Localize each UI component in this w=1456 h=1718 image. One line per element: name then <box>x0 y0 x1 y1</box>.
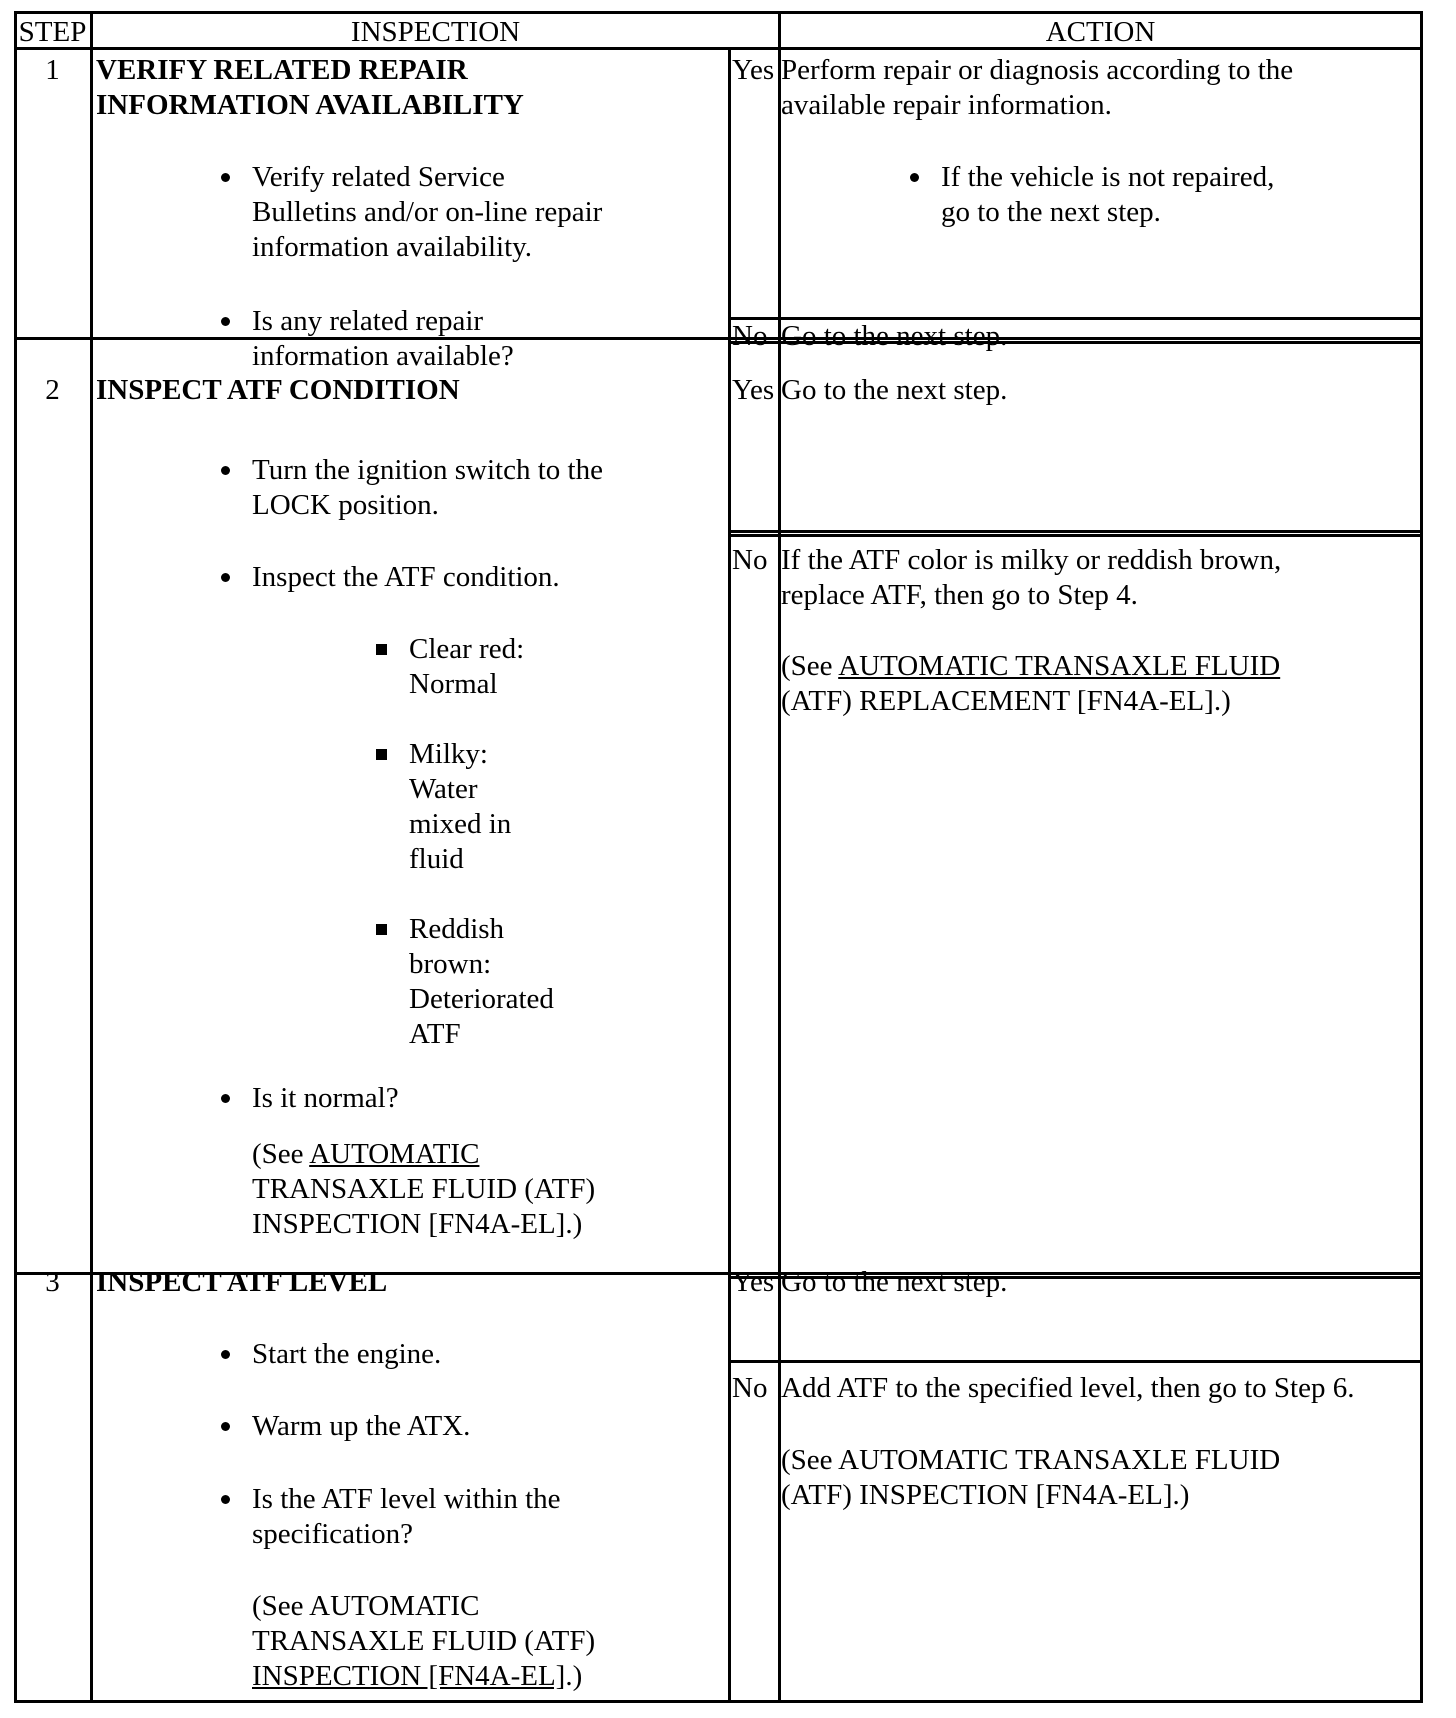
inspection-item: Bulletins and/or on-line repair <box>252 196 603 228</box>
yes-label: Yes <box>732 1266 775 1298</box>
condition-item: Water <box>409 773 478 805</box>
bullet-icon <box>221 1495 230 1504</box>
step-title: INSPECT ATF LEVEL <box>96 1266 388 1298</box>
action-no-text: Add ATF to the specified level, then go to Step 6. <box>781 1372 1355 1404</box>
condition-item: Milky: <box>409 738 488 770</box>
step-number: 1 <box>45 54 60 86</box>
step-number: 2 <box>45 374 60 406</box>
inspection-item: Inspect the ATF condition. <box>252 561 560 593</box>
condition-item: Reddish <box>409 913 505 945</box>
reference-link[interactable]: INSPECTION [FN4A-EL] <box>252 1660 566 1692</box>
condition-item: fluid <box>409 843 464 875</box>
reference-link[interactable]: AUTOMATIC TRANSAXLE FLUID <box>838 650 1281 682</box>
inspection-question: Is any related repair <box>252 305 484 337</box>
reference-text: TRANSAXLE FLUID (ATF) <box>252 1173 596 1205</box>
no-label: No <box>732 544 768 576</box>
action-no-text: Go to the next step. <box>781 320 1008 352</box>
action-yes-bullet: go to the next step. <box>941 196 1161 228</box>
condition-item: Deteriorated <box>409 983 554 1015</box>
inspection-item: Start the engine. <box>252 1338 442 1370</box>
bullet-icon <box>221 1094 230 1103</box>
reference-link[interactable]: AUTOMATIC <box>309 1138 480 1170</box>
step-title: INFORMATION AVAILABILITY <box>96 89 524 121</box>
inspection-item: Turn the ignition switch to the <box>252 454 603 486</box>
reference-text: INSPECTION [FN4A-EL].) <box>252 1660 583 1692</box>
header-inspection: INSPECTION <box>350 16 521 48</box>
reference-text: (ATF) REPLACEMENT [FN4A-EL].) <box>781 685 1231 717</box>
square-bullet-icon <box>376 924 387 935</box>
action-no-text: replace ATF, then go to Step 4. <box>781 579 1138 611</box>
reference-text: (ATF) INSPECTION [FN4A-EL].) <box>781 1479 1190 1511</box>
yes-label: Yes <box>732 374 775 406</box>
yes-label: Yes <box>732 54 775 86</box>
step-title: VERIFY RELATED REPAIR <box>96 54 468 86</box>
header-step: STEP <box>18 16 87 48</box>
inspection-question: Is the ATF level within the <box>252 1483 561 1515</box>
inspection-question: Is it normal? <box>252 1082 399 1114</box>
action-yes-text: Go to the next step. <box>781 1266 1008 1298</box>
condition-item: Clear red: <box>409 633 525 665</box>
inspection-question: information available? <box>252 340 514 372</box>
reference-text: TRANSAXLE FLUID (ATF) <box>252 1625 596 1657</box>
bullet-icon <box>221 1350 230 1359</box>
bullet-icon <box>221 173 230 182</box>
bullet-icon <box>221 573 230 582</box>
bullet-icon <box>221 466 230 475</box>
inspection-question: specification? <box>252 1518 414 1550</box>
action-yes-text: Perform repair or diagnosis according to the <box>781 54 1294 86</box>
inspection-item: Warm up the ATX. <box>252 1410 471 1442</box>
condition-item: brown: <box>409 948 492 980</box>
inspection-item: LOCK position. <box>252 489 439 521</box>
action-yes-bullet: If the vehicle is not repaired, <box>941 161 1275 193</box>
diagnostic-procedure-table <box>14 11 1423 1703</box>
reference-text: INSPECTION [FN4A-EL].) <box>252 1208 583 1240</box>
reference-text: (See AUTOMATIC TRANSAXLE FLUID <box>781 1444 1281 1476</box>
inspection-item: Verify related Service <box>252 161 505 193</box>
step-number: 3 <box>45 1266 60 1298</box>
square-bullet-icon <box>376 749 387 760</box>
action-yes-text: available repair information. <box>781 89 1112 121</box>
reference-text: (See AUTOMATIC <box>252 1138 480 1170</box>
inspection-item: information availability. <box>252 231 532 263</box>
no-label: No <box>732 320 768 352</box>
header-action: ACTION <box>1045 16 1156 48</box>
action-yes-text: Go to the next step. <box>781 374 1008 406</box>
bullet-icon <box>910 173 919 182</box>
bullet-icon <box>221 317 230 326</box>
bullet-icon <box>221 1422 230 1431</box>
step-title: INSPECT ATF CONDITION <box>96 374 460 406</box>
condition-item: ATF <box>409 1018 461 1050</box>
reference-text: (See AUTOMATIC TRANSAXLE FLUID <box>781 650 1281 682</box>
condition-item: mixed in <box>409 808 512 840</box>
no-label: No <box>732 1372 768 1404</box>
reference-text: (See AUTOMATIC <box>252 1590 480 1622</box>
action-no-text: If the ATF color is milky or reddish brown, <box>781 544 1282 576</box>
square-bullet-icon <box>376 644 387 655</box>
condition-item: Normal <box>409 668 498 700</box>
